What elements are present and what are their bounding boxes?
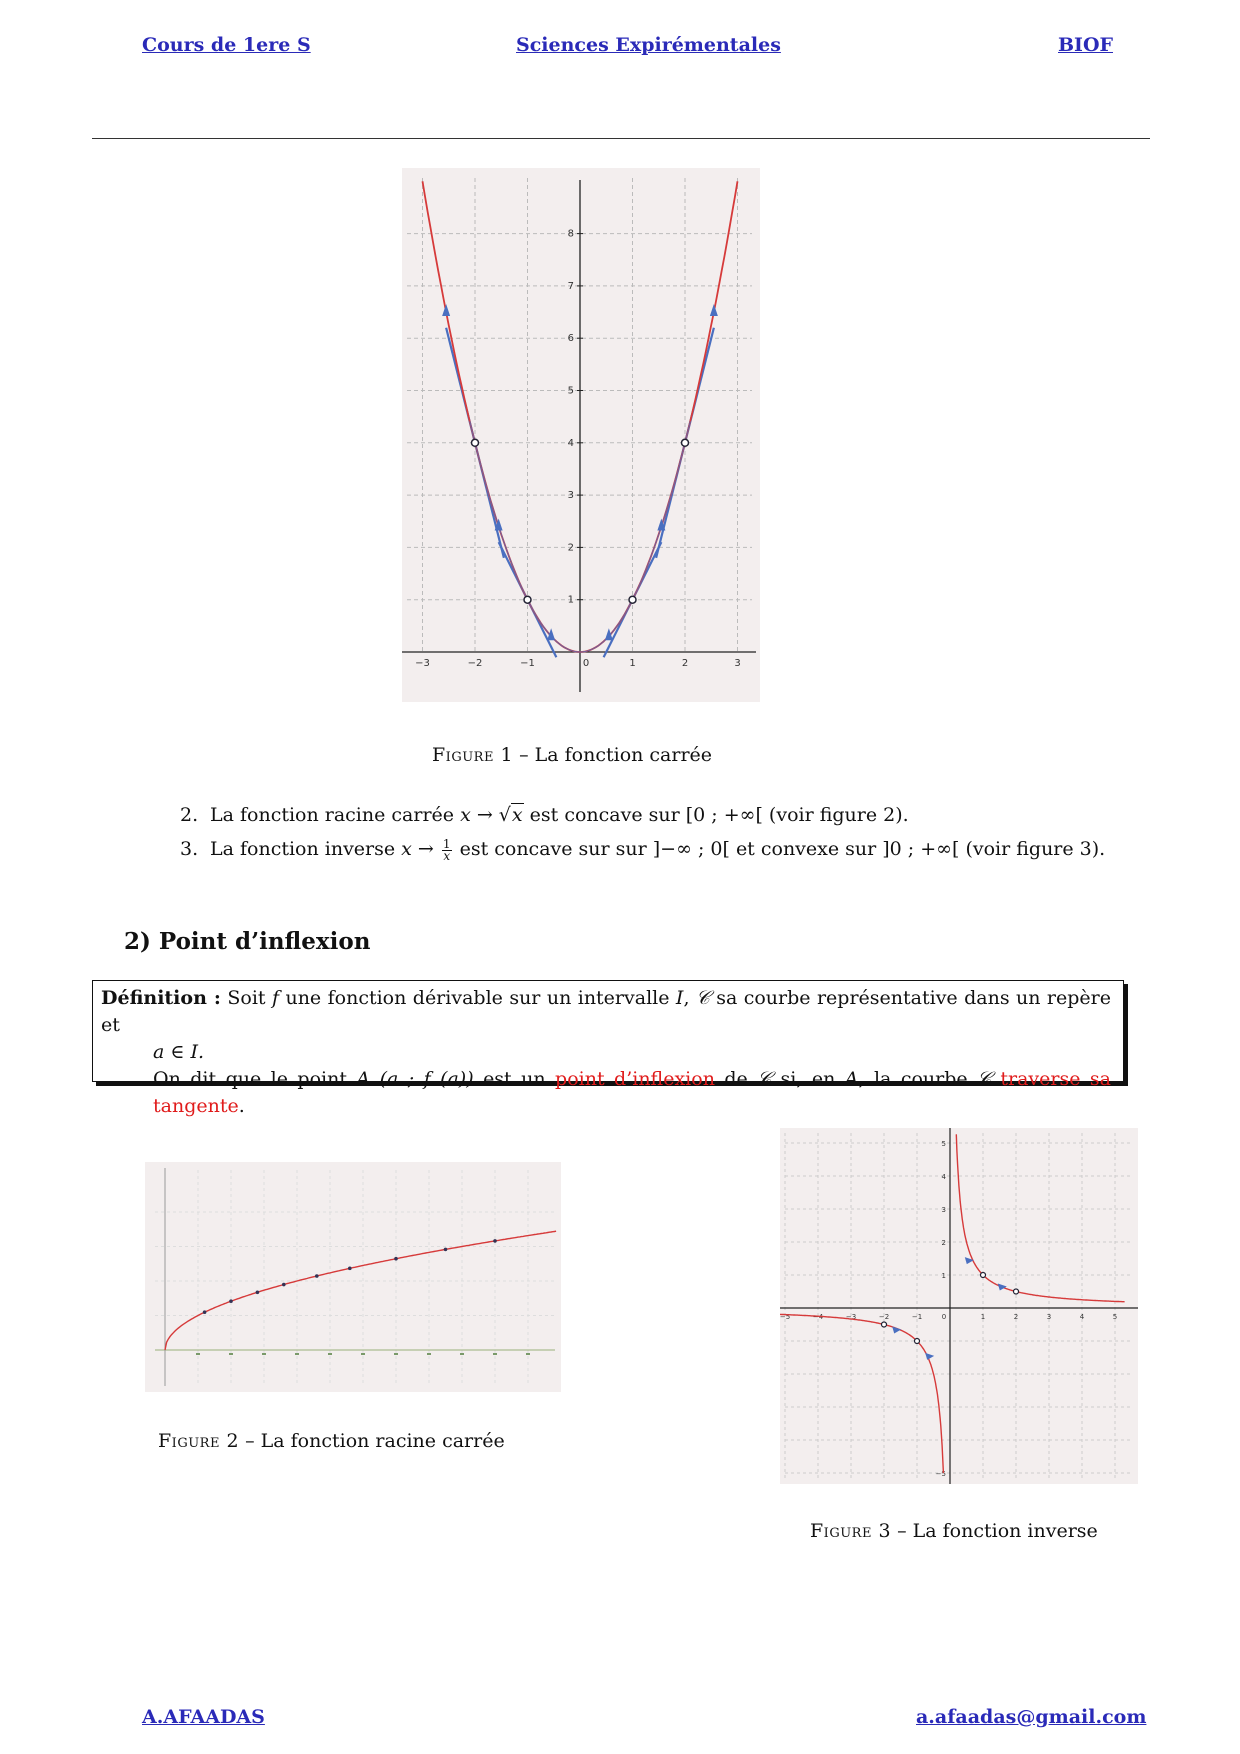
figure-1-image bbox=[402, 168, 760, 702]
math-arrow: → bbox=[470, 804, 499, 826]
curve-point bbox=[348, 1267, 352, 1271]
x-tick-label: −1 bbox=[520, 658, 535, 669]
x-tick-mark bbox=[196, 1353, 200, 1355]
definition-text: , la courbe bbox=[858, 1068, 978, 1090]
x-tick-label: −5 bbox=[780, 1313, 791, 1321]
footer-author[interactable]: A.AFAADAS bbox=[142, 1706, 265, 1728]
math-variable: 𝒞 bbox=[695, 987, 710, 1009]
definition-line-2: a ∈ I. bbox=[153, 1041, 205, 1063]
header-course[interactable]: Cours de 1ere S bbox=[142, 34, 311, 56]
x-tick-mark bbox=[328, 1353, 332, 1355]
x-tick-label: −2 bbox=[878, 1313, 890, 1321]
figure-1-label: Figure 1 bbox=[432, 744, 514, 766]
definition-text: sa courbe représentative dans un repère et bbox=[101, 987, 1111, 1036]
x-tick-label: 0 bbox=[582, 658, 590, 669]
x-tick-mark bbox=[229, 1353, 233, 1355]
figure-1-caption bbox=[432, 744, 712, 766]
curve-point bbox=[444, 1248, 448, 1252]
y-tick-label: 4 bbox=[567, 437, 574, 449]
curve-point bbox=[981, 1273, 986, 1278]
definition-text: de bbox=[714, 1068, 758, 1090]
footer-email[interactable]: a.afaadas@gmail.com bbox=[916, 1706, 1147, 1728]
highlight-crosses-tangent: traverse sa tangente bbox=[153, 1068, 1112, 1117]
curve-point bbox=[682, 439, 689, 446]
x-tick-label: −3 bbox=[415, 658, 430, 669]
sqrt-argument: x bbox=[511, 804, 523, 826]
x-tick-mark bbox=[262, 1353, 266, 1355]
list-item-text: La fonction inverse bbox=[210, 838, 402, 860]
figure-2-label: Figure 2 bbox=[158, 1430, 240, 1452]
tangent-arrow bbox=[925, 1353, 934, 1360]
y-tick-label: 3 bbox=[941, 1206, 946, 1214]
curve-point bbox=[1014, 1289, 1019, 1294]
x-tick-label: 3 bbox=[734, 658, 741, 669]
x-tick-mark bbox=[361, 1353, 365, 1355]
list-item-text: est concave sur [0 ; +∞[ (voir figure 2). bbox=[523, 804, 909, 826]
sqrt-symbol: √ bbox=[498, 804, 511, 826]
x-tick-label: −2 bbox=[467, 658, 483, 669]
curve-point bbox=[472, 439, 479, 446]
figure-3-caption-text: – La fonction inverse bbox=[891, 1520, 1098, 1542]
x-tick-mark bbox=[526, 1353, 530, 1355]
list-item-number: 2. bbox=[180, 804, 199, 826]
y-tick-label: 2 bbox=[941, 1239, 946, 1247]
curve-point bbox=[315, 1274, 319, 1278]
concavity-list bbox=[180, 798, 1105, 866]
x-tick-label: 2 bbox=[1013, 1313, 1019, 1321]
definition-line-3 bbox=[101, 1066, 1111, 1120]
math-variable: 𝒞 bbox=[977, 1068, 991, 1090]
list-item-text: La fonction racine carrée bbox=[210, 804, 461, 826]
y-tick-label: 4 bbox=[941, 1173, 946, 1181]
x-tick-label: −4 bbox=[812, 1313, 824, 1321]
figure-2-caption-text: – La fonction racine carrée bbox=[239, 1430, 505, 1452]
tangent-arrow bbox=[892, 1326, 901, 1333]
curve-point bbox=[256, 1290, 260, 1294]
curve-point bbox=[915, 1339, 920, 1344]
header-track[interactable]: BIOF bbox=[1058, 34, 1113, 56]
curve-point bbox=[282, 1283, 286, 1287]
definition-text: . bbox=[238, 1095, 245, 1117]
highlight-inflection-point: point d’inflexion bbox=[555, 1068, 715, 1090]
definition-text: Soit bbox=[220, 987, 272, 1009]
x-tick-label: 5 bbox=[1112, 1313, 1118, 1321]
definition-label: Définition : bbox=[101, 987, 221, 1009]
tangent-arrow bbox=[710, 304, 718, 316]
x-tick-label: 1 bbox=[629, 658, 636, 669]
figure-3-image bbox=[780, 1128, 1138, 1484]
definition-text: une fonction dérivable sur un intervalle bbox=[279, 987, 676, 1009]
header-subject[interactable]: Sciences Expirémentales bbox=[516, 34, 781, 56]
y-tick-label: 2 bbox=[567, 542, 574, 554]
tangent-arrow bbox=[442, 304, 450, 316]
y-tick-label: 6 bbox=[567, 333, 574, 345]
math-variable: f bbox=[271, 987, 280, 1009]
x-tick-label: −1 bbox=[911, 1313, 923, 1321]
x-tick-label: 0 bbox=[941, 1313, 947, 1321]
y-tick-label: 8 bbox=[567, 228, 574, 240]
x-tick-mark bbox=[427, 1353, 431, 1355]
figure-2-caption bbox=[158, 1430, 505, 1452]
figure-3-label: Figure 3 bbox=[810, 1520, 892, 1542]
x-tick-label: 4 bbox=[1079, 1313, 1085, 1321]
x-tick-mark bbox=[394, 1353, 398, 1355]
fraction-numerator: 1 bbox=[442, 836, 451, 851]
curve-inverse-negative bbox=[780, 1314, 943, 1473]
curve-point bbox=[394, 1257, 398, 1261]
definition-line-1 bbox=[101, 985, 1111, 1039]
definition-box bbox=[92, 980, 1124, 1117]
definition-text: si, en bbox=[771, 1068, 845, 1090]
y-tick-label: 1 bbox=[567, 594, 574, 606]
figure-2-image bbox=[145, 1162, 561, 1392]
math-variable: A bbox=[844, 1068, 859, 1090]
definition-text: est un bbox=[473, 1068, 556, 1090]
curve-point bbox=[229, 1299, 233, 1303]
fraction-denominator: x bbox=[443, 848, 451, 863]
list-item bbox=[180, 798, 1105, 832]
y-tick-label: 5 bbox=[941, 1140, 946, 1148]
math-variable: I bbox=[675, 987, 684, 1009]
curve-point bbox=[203, 1310, 207, 1314]
x-tick-mark bbox=[493, 1353, 497, 1355]
y-tick-label: 1 bbox=[941, 1272, 946, 1280]
curve-sqrt bbox=[165, 1231, 556, 1350]
list-item-number: 3. bbox=[180, 838, 199, 860]
figure-3-caption bbox=[810, 1520, 1098, 1542]
curve-point bbox=[524, 596, 531, 603]
math-variable: x bbox=[401, 838, 412, 860]
fraction bbox=[442, 836, 452, 863]
section-title: 2) Point d’inflexion bbox=[124, 928, 371, 955]
math-point: A (a ; f (a)) bbox=[356, 1068, 474, 1090]
y-tick-label: −5 bbox=[935, 1470, 946, 1478]
math-variable: 𝒞 bbox=[757, 1068, 772, 1090]
math-arrow: → bbox=[411, 838, 440, 860]
x-tick-label: −3 bbox=[845, 1313, 857, 1321]
figure-1-caption-text: – La fonction carrée bbox=[513, 744, 713, 766]
definition-text: , bbox=[683, 987, 696, 1009]
x-tick-mark bbox=[295, 1353, 299, 1355]
definition-text: On dit que le point bbox=[153, 1068, 357, 1090]
square-function-graph bbox=[402, 168, 760, 702]
x-tick-label: 3 bbox=[1046, 1313, 1052, 1321]
y-tick-label: 7 bbox=[567, 280, 574, 292]
math-variable: x bbox=[460, 804, 471, 826]
curve-point bbox=[629, 596, 636, 603]
list-item bbox=[180, 832, 1105, 866]
x-tick-mark bbox=[460, 1353, 464, 1355]
x-tick-label: 1 bbox=[980, 1313, 986, 1321]
inverse-function-graph bbox=[780, 1128, 1138, 1484]
tangent-arrow bbox=[998, 1284, 1007, 1291]
list-item-text: est concave sur sur ]−∞ ; 0[ et convexe sur ]0 ; +∞[ (voir figure 3). bbox=[453, 838, 1106, 860]
x-tick-label: 2 bbox=[681, 658, 689, 669]
y-tick-label: 3 bbox=[567, 490, 574, 502]
curve-point bbox=[493, 1239, 497, 1243]
header-rule bbox=[92, 138, 1150, 139]
sqrt-function-graph bbox=[145, 1162, 561, 1392]
curve-point bbox=[882, 1322, 887, 1327]
y-tick-label: 5 bbox=[567, 385, 574, 397]
